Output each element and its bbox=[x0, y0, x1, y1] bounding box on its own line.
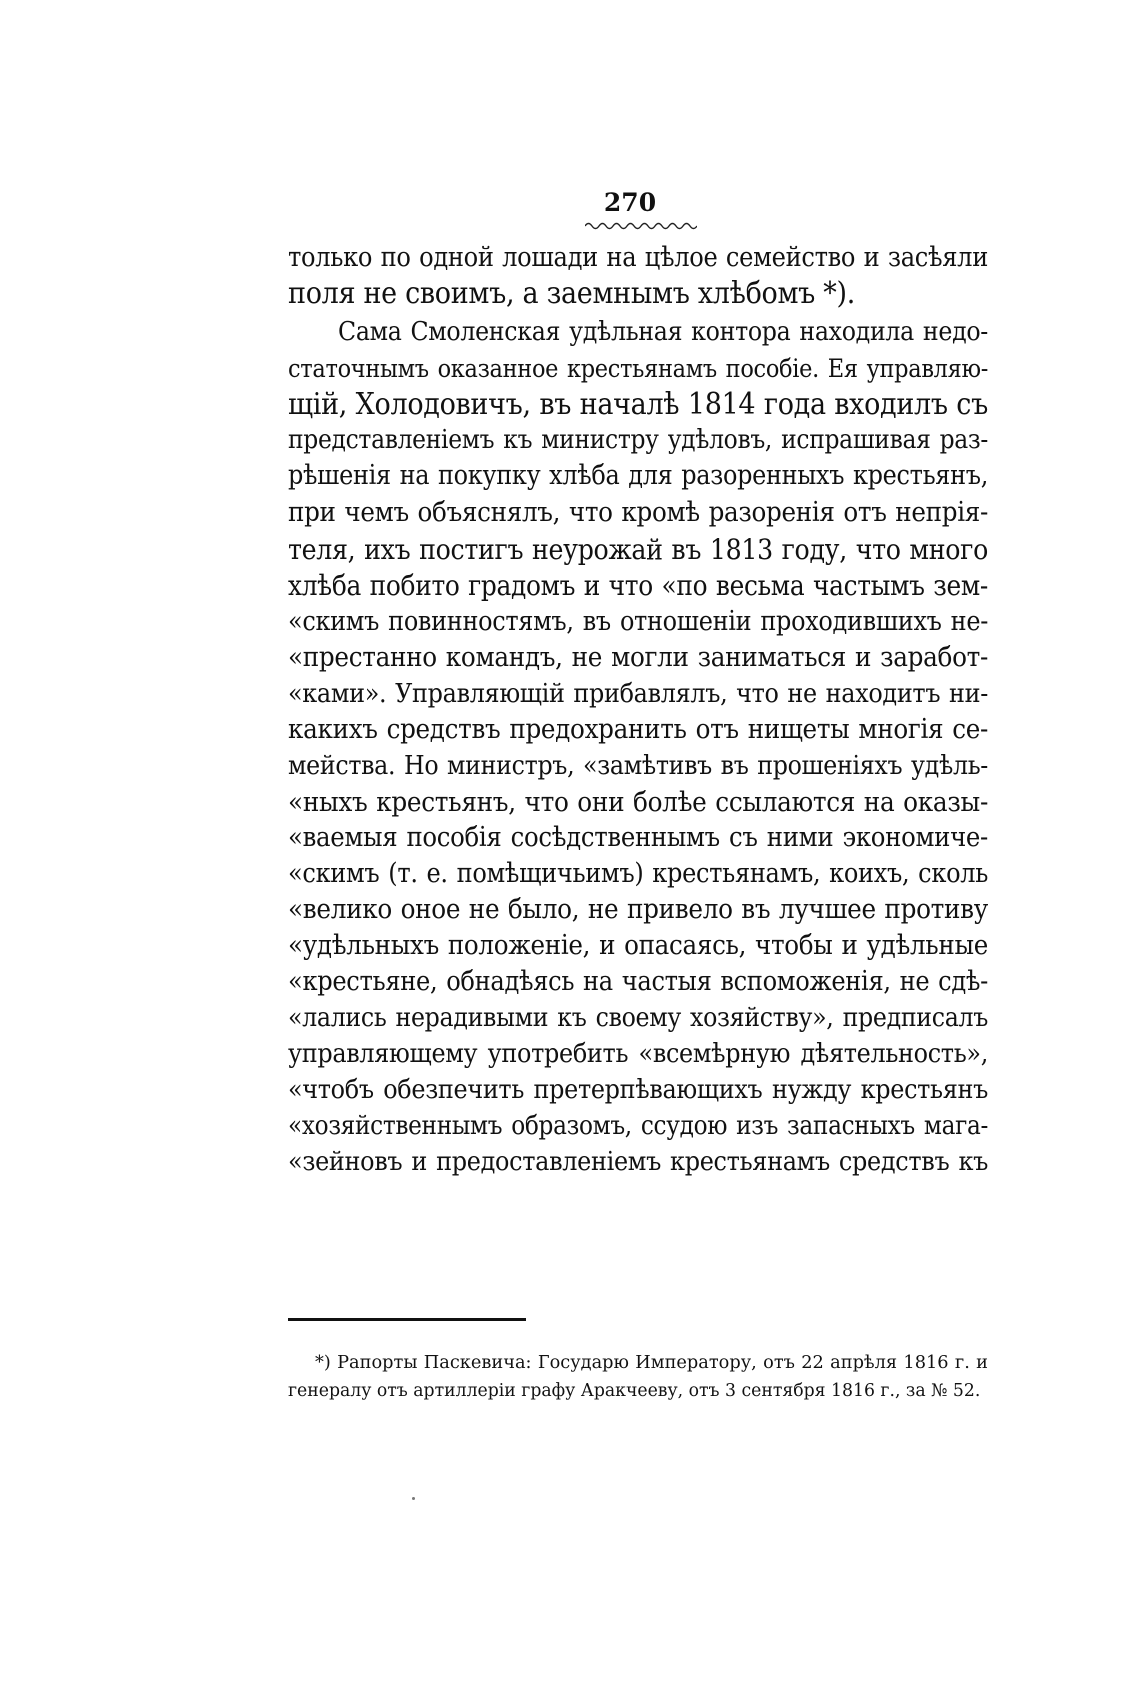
text-line: «хозяйственнымъ образомъ, ссудою изъ запасныхъ мага- bbox=[288, 1111, 988, 1141]
text-line: «удѣльныхъ положеніе, и опасаясь, чтобы и удѣльные bbox=[288, 930, 988, 961]
text-line: поля не своимъ, а заемнымъ хлѣбомъ *). bbox=[288, 276, 855, 311]
text-line: «лались нерадивыми къ своему хозяйству», предписалъ bbox=[288, 1003, 988, 1033]
footnote-line: *) Рапорты Паскевича: Государю Императору, отъ 22 апрѣля 1816 г. и bbox=[315, 1353, 988, 1373]
text-line: при чемъ объяснялъ, что кромѣ разоренія отъ непрія- bbox=[288, 497, 988, 528]
text-line: только по одной лошади на цѣлое семейство и засѣяли bbox=[288, 242, 988, 273]
text-line: рѣшенія на покупку хлѣба для разоренныхъ крестьянъ, bbox=[288, 460, 988, 491]
text-line: хлѣба побито градомъ и что «по весьма частымъ зем- bbox=[288, 569, 988, 602]
text-line: «зейновъ и предоставленіемъ крестьянамъ средствъ къ bbox=[288, 1146, 988, 1177]
page-number: 270 bbox=[603, 188, 657, 217]
text-line: статочнымъ оказанное крестьянамъ пособіе. Ея управляю- bbox=[288, 354, 988, 383]
text-line: «скимъ повинностямъ, въ отношеніи проходившихъ не- bbox=[288, 606, 988, 637]
scan-speck bbox=[412, 1497, 415, 1500]
text-line: мейства. Но министръ, «замѣтивъ въ прошеніяхъ удѣль- bbox=[288, 751, 988, 781]
page-number-ornament bbox=[585, 220, 697, 230]
footnote-separator bbox=[288, 1318, 526, 1321]
text-line: «крестьяне, обнадѣясь на частыя вспоможенія, не сдѣ- bbox=[288, 966, 988, 997]
text-line: какихъ средствъ предохранить отъ нищеты многія се- bbox=[288, 714, 988, 745]
text-line: управляющему употребить «всемѣрную дѣятельность», bbox=[288, 1038, 988, 1069]
text-line: щій, Холодовичъ, въ началѣ 1814 года входилъ съ bbox=[288, 387, 988, 422]
text-line: представленіемъ къ министру удѣловъ, испрашивая раз- bbox=[288, 425, 988, 455]
text-line: теля, ихъ постигъ неурожай въ 1813 году, что много bbox=[288, 533, 988, 566]
text-line: «велико оное не было, не привело въ лучшее противу bbox=[288, 894, 988, 925]
text-line: «ками». Управляющій прибавлялъ, что не находитъ ни- bbox=[288, 678, 988, 709]
text-line: «престанно командъ, не могли заниматься и заработ- bbox=[288, 642, 988, 673]
text-line: «скимъ (т. е. помѣщичьимъ) крестьянамъ, коихъ, сколь bbox=[288, 858, 988, 889]
text-line: Сама Смоленская удѣльная контора находила недо- bbox=[338, 317, 988, 347]
footnote-line: генералу отъ артиллеріи графу Аракчееву, отъ 3 сентября 1816 г., за № 52. bbox=[288, 1381, 981, 1401]
text-line: «ваемыя пособія сосѣдственнымъ съ ними экономиче- bbox=[288, 822, 988, 853]
text-line: «чтобъ обезпечить претерпѣвающихъ нужду крестьянъ bbox=[288, 1074, 988, 1105]
text-line: «ныхъ крестьянъ, что они болѣе ссылаются на оказы- bbox=[288, 786, 988, 818]
